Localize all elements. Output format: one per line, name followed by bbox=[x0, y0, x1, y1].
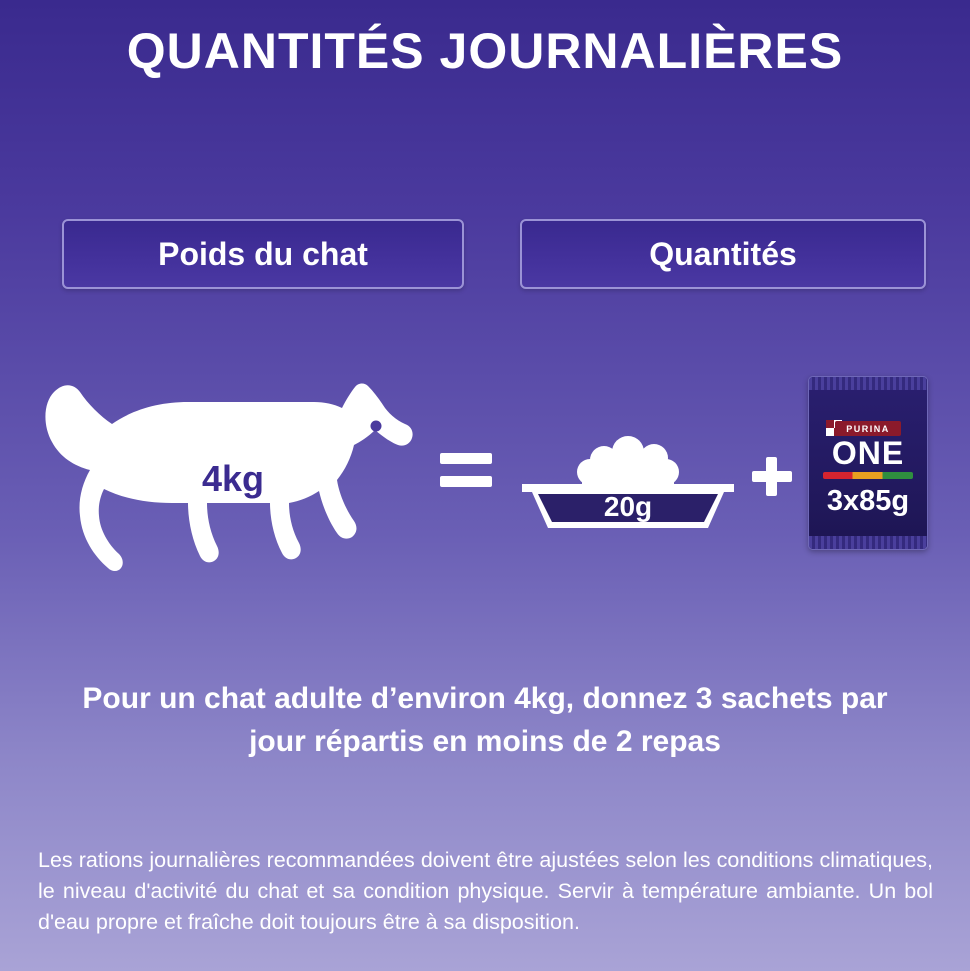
purina-brand-badge bbox=[835, 421, 901, 436]
pouch-color-stripes bbox=[823, 472, 913, 479]
header-pill-quantities-label: Quantités bbox=[649, 235, 797, 272]
pouch-crimp-bottom bbox=[809, 536, 927, 549]
pouch-pack-size: 3x85g bbox=[826, 485, 910, 517]
page-title: QUANTITÉS JOURNALIÈRES bbox=[126, 23, 844, 79]
plus-icon bbox=[752, 456, 792, 496]
pouch-crimp-top bbox=[809, 377, 927, 390]
header-pill-quantities bbox=[520, 219, 926, 289]
header-pill-cat-weight-label: Poids du chat bbox=[158, 235, 368, 272]
header-pill-cat-weight bbox=[62, 219, 464, 289]
feeding-recommendation-text: Pour un chat adulte d’environ 4kg, donnez 3 sachets par jour répartis en moins de 2 repas bbox=[82, 682, 888, 758]
cat-silhouette bbox=[38, 380, 428, 585]
purina-brand-text: PURINA bbox=[846, 423, 890, 434]
cat-weight-value: 4kg bbox=[201, 458, 265, 499]
feeding-equation-row bbox=[0, 370, 970, 600]
bowl-amount-value: 20g bbox=[603, 491, 653, 522]
disclaimer-text: Les rations journalières recommandées doivent être ajustées selon les conditions climatiques, le niveau d'activité du chat et sa condition physique. Servir à température ambiante. Un bol d'eau propre et fraîche doit toujours être à sa disposition. bbox=[38, 848, 933, 935]
equals-icon bbox=[440, 453, 492, 493]
pouch-brand-one: ONE bbox=[831, 435, 905, 471]
food-bowl bbox=[508, 430, 748, 540]
product-pouch bbox=[808, 376, 928, 550]
